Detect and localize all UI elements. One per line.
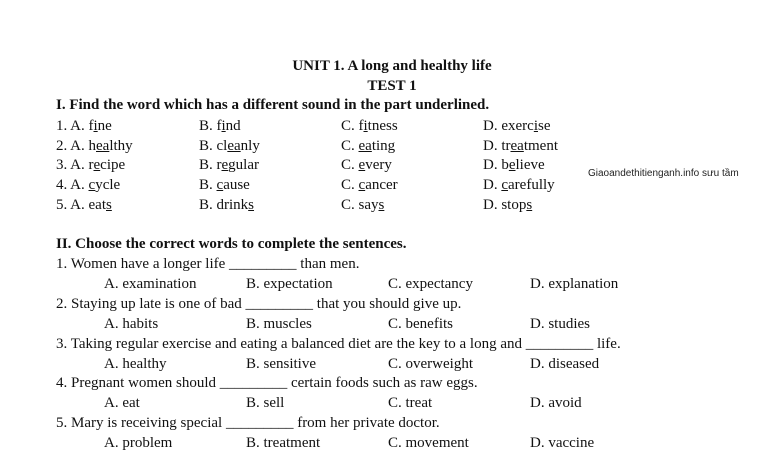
word-prefix: 4. A.: [56, 177, 89, 194]
underlined-part: c: [88, 177, 96, 194]
word-option: [483, 157, 545, 174]
answer-option: C. movement: [388, 435, 469, 452]
word-option: [341, 177, 398, 194]
underlined-part: s: [378, 196, 385, 213]
word-prefix: C. say: [341, 196, 379, 213]
word-option: [56, 157, 125, 174]
answer-option: A. healthy: [104, 355, 167, 372]
word-option: [56, 197, 112, 214]
unit-title: UNIT 1. A long and healthy life: [292, 58, 492, 74]
word-prefix: C.: [341, 137, 359, 154]
underlined-part: e: [358, 157, 366, 174]
word-prefix: B. r: [199, 157, 222, 174]
word-suffix: tness: [367, 118, 398, 134]
answer-option: A. examination: [104, 275, 197, 292]
word-option: [56, 138, 133, 155]
word-prefix: B.: [199, 177, 217, 194]
underlined-part: s: [248, 196, 255, 213]
underlined-part: e: [221, 157, 229, 174]
word-option: [341, 118, 398, 135]
word-prefix: 1. A. f: [56, 118, 94, 134]
word-suffix: ycle: [95, 177, 121, 194]
section2-heading: II. Choose the correct words to complete the sentences.: [56, 236, 407, 252]
word-prefix: 2. A. h: [56, 137, 97, 154]
answer-option: D. studies: [530, 315, 590, 332]
word-prefix: C. f: [341, 118, 364, 134]
word-suffix: lieve: [515, 157, 545, 174]
word-option: [199, 197, 254, 214]
word-option: [483, 118, 550, 135]
underlined-part: i: [221, 118, 226, 134]
underlined-part: i: [533, 118, 538, 134]
word-option: [341, 197, 384, 214]
question-text: 5. Mary is receiving special _________ from her private doctor.: [56, 415, 440, 432]
section1-row: [56, 177, 756, 197]
word-suffix: tment: [523, 137, 558, 154]
answer-option: B. muscles: [246, 315, 312, 332]
answer-option: B. expectation: [246, 275, 333, 292]
word-prefix: D. stop: [483, 196, 527, 213]
underlined-part: ea: [227, 137, 241, 154]
word-option: [483, 138, 558, 155]
word-suffix: se: [537, 118, 551, 134]
question-text: 4. Pregnant women should _________ certain foods such as raw eggs.: [56, 375, 478, 392]
word-suffix: lthy: [109, 137, 133, 154]
answer-option: D. diseased: [530, 355, 600, 372]
answer-option: B. treatment: [246, 435, 321, 452]
word-prefix: 5. A. eat: [56, 196, 106, 213]
section1-row: [56, 118, 756, 138]
answer-option: A. problem: [104, 435, 173, 452]
word-prefix: B. drink: [199, 196, 249, 213]
word-option: [483, 177, 555, 194]
word-option: [199, 177, 250, 194]
answer-option: B. sell: [246, 395, 285, 412]
underlined-part: c: [216, 177, 224, 194]
word-prefix: D.: [483, 177, 502, 194]
word-suffix: ne: [97, 118, 112, 134]
test-label: TEST 1: [367, 78, 417, 94]
word-option: [341, 157, 392, 174]
word-suffix: ting: [371, 137, 396, 154]
word-suffix: arefully: [508, 177, 555, 194]
section1-row: [56, 197, 756, 217]
question-text: 3. Taking regular exercise and eating a balanced diet are the key to a long and _________ life.: [56, 335, 621, 352]
word-suffix: nly: [240, 137, 260, 154]
word-suffix: gular: [228, 157, 259, 174]
question-text: 1. Women have a longer life _________ than men.: [56, 256, 360, 272]
word-prefix: D. tr: [483, 137, 511, 154]
underlined-part: i: [363, 118, 368, 134]
answer-option: C. benefits: [388, 315, 453, 332]
underlined-part: i: [93, 118, 98, 134]
word-option: [56, 177, 120, 194]
underlined-part: s: [106, 196, 112, 213]
answer-option: D. avoid: [530, 395, 582, 412]
word-option: [199, 157, 259, 174]
word-prefix: B. f: [199, 118, 222, 134]
word-suffix: cipe: [100, 157, 126, 174]
word-option: [341, 138, 395, 155]
answer-option: B. sensitive: [246, 355, 316, 372]
word-prefix: D. b: [483, 157, 509, 174]
section1-row: [56, 138, 756, 158]
answer-option: D. vaccine: [530, 435, 595, 452]
word-option: [56, 118, 112, 135]
underlined-part: ea: [358, 137, 372, 154]
answer-option: A. habits: [104, 315, 159, 332]
underlined-part: c: [501, 177, 509, 194]
answer-option: C. expectancy: [388, 275, 473, 292]
word-suffix: ancer: [365, 177, 398, 194]
underlined-part: s: [526, 196, 533, 213]
word-option: [483, 197, 532, 214]
word-option: [199, 118, 241, 135]
word-option: [199, 138, 260, 155]
answer-option: A. eat: [104, 395, 140, 412]
word-suffix: very: [365, 157, 392, 174]
section1-heading: I. Find the word which has a different sound in the part underlined.: [56, 97, 490, 113]
answer-option: C. treat: [388, 395, 433, 412]
word-prefix: C.: [341, 157, 359, 174]
word-prefix: B. cl: [199, 137, 228, 154]
word-prefix: D. exerc: [483, 118, 534, 134]
underlined-part: ea: [96, 137, 110, 154]
answer-option: D. explanation: [530, 275, 619, 292]
underlined-part: c: [358, 177, 366, 194]
word-prefix: C.: [341, 177, 359, 194]
answer-option: C. overweight: [388, 355, 473, 372]
word-suffix: ause: [223, 177, 250, 194]
watermark-text: Giaoandethitienganh.info sưu tầm: [588, 168, 739, 179]
underlined-part: e: [93, 157, 101, 174]
underlined-part: ea: [510, 137, 524, 154]
word-suffix: nd: [225, 118, 241, 134]
question-text: 2. Staying up late is one of bad _________ that you should give up.: [56, 295, 462, 312]
underlined-part: e: [508, 157, 516, 174]
word-prefix: 3. A. r: [56, 157, 94, 174]
